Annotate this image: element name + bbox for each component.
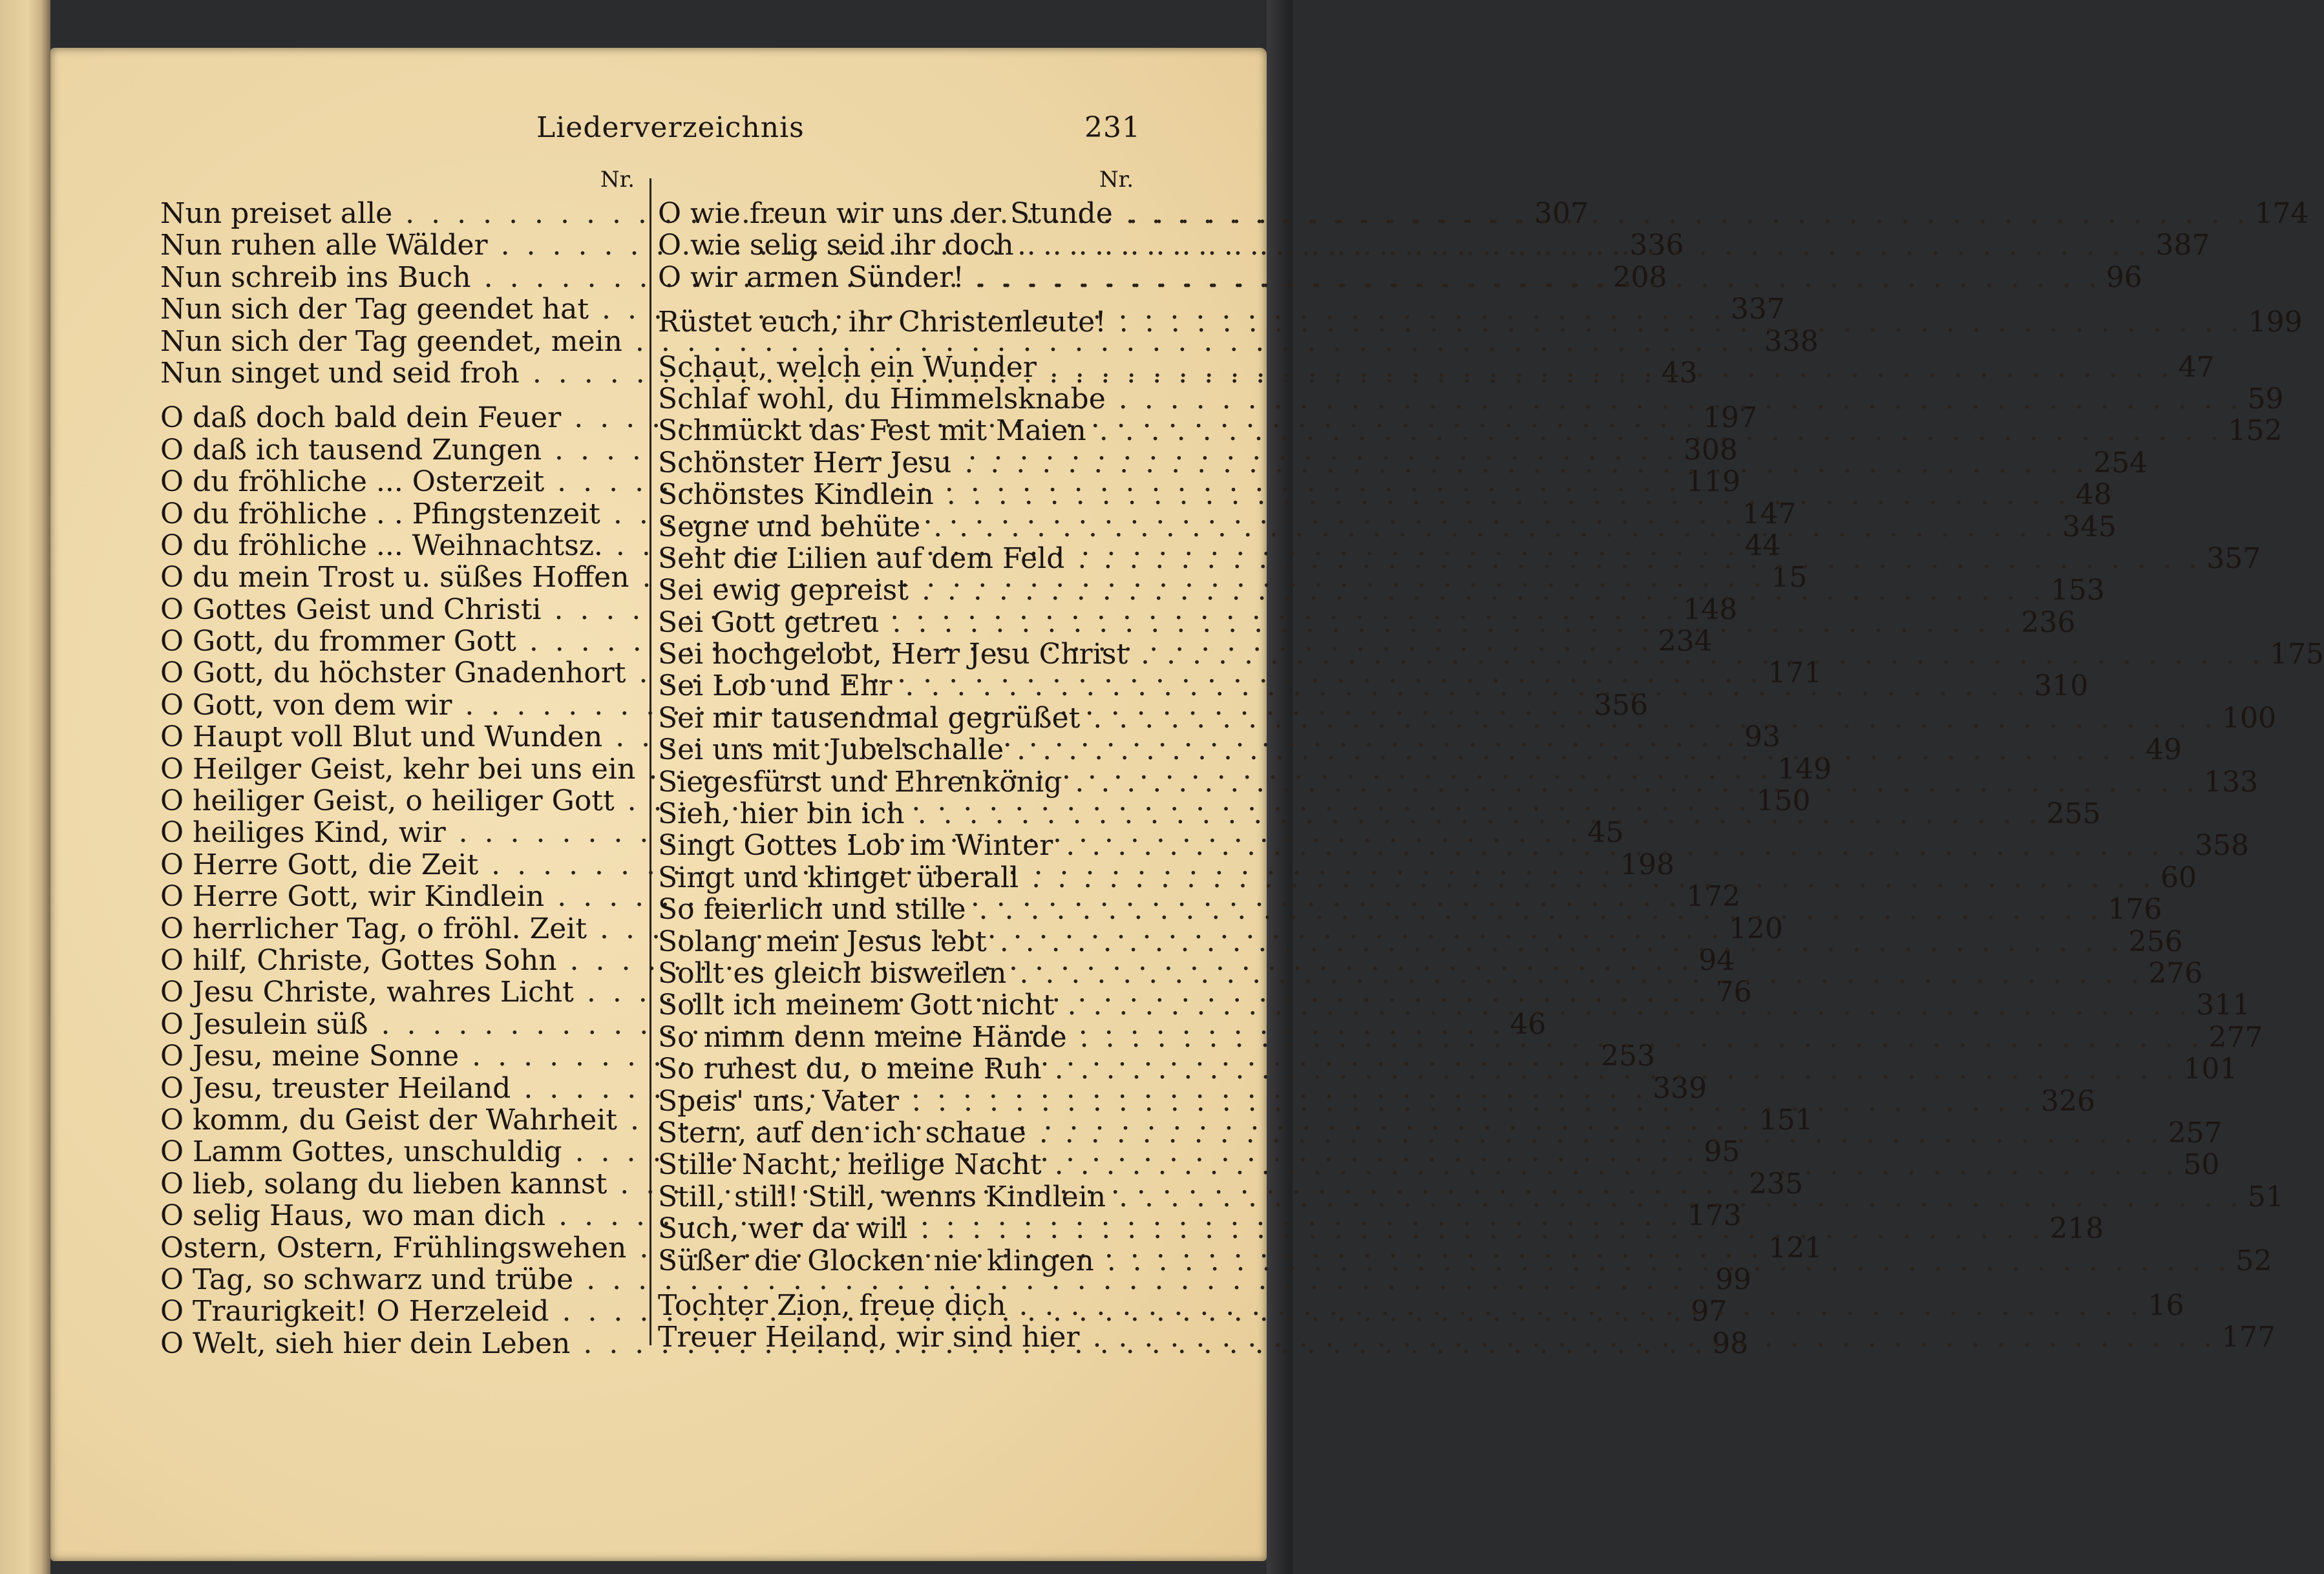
song-title: Sei mir tausendmal gegrüßet . . . (658, 702, 2217, 734)
song-title: O Tag, so schwarz und trübe . . . (160, 1264, 1710, 1296)
song-number: 356 (1594, 688, 1649, 722)
song-number: 51 (2247, 1180, 2284, 1213)
song-number: 198 (1620, 848, 1674, 881)
song-number: 119 (1685, 465, 1740, 499)
song-number: 345 (2062, 510, 2117, 543)
song-title: O Jesulein süß . . . (160, 1009, 1505, 1040)
song-title: Sei hochgelobt, Herr Jesu Christ . . . (658, 638, 2265, 670)
song-title: O wie selig seid ihr doch . . . (658, 229, 2150, 261)
song-title: O Welt, sieh hier dein Leben . . . (160, 1328, 1707, 1359)
song-number: 50 (2183, 1148, 2220, 1182)
song-title: Nun preiset alle . . . (160, 198, 1529, 229)
song-title: O Gott, von dem wir . . . (160, 689, 1589, 721)
book-binding-left (0, 0, 50, 1574)
song-number: 15 (1771, 561, 1808, 594)
song-number: 52 (2235, 1244, 2272, 1277)
song-entry (658, 382, 2284, 415)
group-spacer (658, 293, 1137, 306)
song-number: 175 (2269, 638, 2324, 671)
song-number: 199 (2248, 306, 2303, 339)
song-title: O Haupt voll Blut und Wunden . . . (160, 721, 1739, 753)
song-entry (160, 324, 1819, 358)
song-title: Schönstes Kindlein . . . (658, 479, 2071, 510)
song-number: 337 (1730, 293, 1785, 326)
song-number: 101 (2183, 1053, 2238, 1086)
song-title: Sei ewig gepreist . . . (658, 574, 2045, 606)
song-number: 197 (1703, 401, 1758, 435)
song-number: 236 (2021, 605, 2076, 639)
song-title: O du fröhliche . . Pfingstenzeit . . . (160, 498, 1737, 530)
song-number: 307 (1534, 197, 1589, 230)
song-number: 94 (1698, 943, 1735, 977)
song-title: Ostern, Ostern, Frühlingswehen . . . (160, 1232, 1763, 1264)
song-number: 98 (1712, 1327, 1749, 1360)
song-number: 95 (1704, 1135, 1740, 1169)
song-title: O komm, du Geist der Wahrheit . . . (160, 1104, 1754, 1136)
song-title: Tochter Zion, freue dich . . . (658, 1290, 2142, 1321)
song-number: 147 (1742, 497, 1797, 530)
song-title: O du fröhliche ... Osterzeit . . . (160, 466, 1681, 498)
song-number: 96 (2106, 260, 2142, 294)
song-title: O wir armen Sünder! . . . (658, 262, 2101, 293)
song-number: 254 (2093, 446, 2148, 479)
song-number: 59 (2247, 382, 2284, 415)
page-number: 231 (1084, 111, 1141, 144)
song-title: Sei uns mit Jubelschalle . . . (658, 734, 2140, 766)
song-number: 277 (2208, 1020, 2263, 1054)
song-number: 387 (2155, 229, 2210, 262)
song-title: Schaut, welch ein Wunder . . . (658, 352, 2173, 383)
song-title: O wie freun wir uns der Stunde . . . (658, 198, 2250, 229)
group-spacer (160, 389, 639, 402)
song-number: 148 (1683, 593, 1738, 626)
song-number: 100 (2222, 701, 2277, 735)
song-title: O daß doch bald dein Feuer . . . (160, 402, 1698, 434)
song-title: Sei Gott getreu . . . (658, 607, 2016, 638)
song-title: Still, still! Still, wenns Kindlein . . . (658, 1181, 2243, 1213)
song-title: O Traurigkeit! O Herzeleid . . . (160, 1296, 1685, 1327)
song-number: 153 (2050, 574, 2105, 607)
song-title: Singt und klinget überall . . . (658, 862, 2155, 894)
song-number: 308 (1683, 433, 1738, 467)
group-spacer (658, 1277, 1137, 1290)
song-number: 46 (1510, 1007, 1547, 1041)
song-title: O Jesu, treuster Heiland . . . (160, 1073, 1647, 1104)
song-title: Schmückt das Fest mit Maien . . . (658, 415, 2223, 446)
song-title: Sollt ich meinem Gott nicht . . . (658, 989, 2191, 1021)
song-number: 336 (1629, 229, 1684, 262)
song-title: O herrlicher Tag, o fröhl. Zeit . . . (160, 913, 1724, 945)
song-number: 311 (2196, 989, 2251, 1022)
song-title: Singt Gottes Lob im Winter . . . (658, 830, 2190, 861)
song-title: Nun sich der Tag geendet, mein . . . (160, 326, 1759, 357)
song-number: 171 (1768, 656, 1822, 690)
song-number: 16 (2148, 1288, 2184, 1322)
song-number: 45 (1587, 816, 1624, 850)
song-number: 255 (2046, 797, 2101, 831)
song-number: 97 (1691, 1295, 1727, 1328)
song-title: Siegesfürst und Ehrenkönig . . . (658, 766, 2199, 798)
song-number: 133 (2204, 765, 2259, 799)
song-number: 152 (2228, 414, 2283, 448)
song-number: 176 (2107, 893, 2162, 927)
song-number: 234 (1658, 625, 1713, 658)
song-entry (160, 1263, 1751, 1296)
song-title: O du fröhliche ... Weihnachtsz. . . . (160, 530, 1740, 561)
song-title: Speis' uns, Vater . . . (658, 1086, 2036, 1117)
song-title: Nun ruhen alle Wälder . . . (160, 229, 1624, 261)
song-number: 60 (2160, 861, 2197, 894)
song-number: 357 (2206, 541, 2261, 575)
song-title: Sollt es gleich bisweilen . . . (658, 958, 2143, 989)
song-number: 76 (1715, 976, 1752, 1009)
song-title: O daß ich tausend Zungen . . . (160, 434, 1678, 466)
song-title: So feierlich und stille . . . (658, 894, 2102, 925)
song-title: So nimm denn meine Hände . . . (658, 1022, 2203, 1053)
song-title: O Jesu Christe, wahres Licht . . . (160, 976, 1711, 1008)
song-title: Süßer die Glocken nie klingen . . . (658, 1245, 2231, 1277)
song-number: 150 (1756, 784, 1811, 818)
group-spacer (658, 339, 1137, 352)
song-title: O Heilger Geist, kehr bei uns ein . . . (160, 753, 1772, 785)
song-title: Sei Lob und Ehr . . . (658, 670, 2029, 702)
song-title: Such, wer da will . . . (658, 1213, 2044, 1244)
number-column-header: Nr. (1099, 167, 1134, 193)
song-title: O Jesu, meine Sonne . . . (160, 1040, 1596, 1072)
song-title: Schönster Herr Jesu . . . (658, 447, 2088, 479)
page-header (0, 111, 1293, 150)
number-column-header: Nr. (600, 167, 635, 193)
song-title: Segne und behüte . . . (658, 511, 2057, 543)
song-title: Solang mein Jesus lebt . . . (658, 926, 2124, 958)
song-title: O du mein Trost u. süßes Hoffen . . . (160, 561, 1766, 593)
song-title: O Gott, du höchster Gnadenhort . . . (160, 657, 1762, 689)
song-title: Treuer Heiland, wir sind hier . . . (658, 1321, 2216, 1353)
song-title: O Herre Gott, die Zeit . . . (160, 849, 1615, 881)
song-title: So ruhest du, o meine Ruh . . . (658, 1053, 2178, 1085)
song-number: 48 (2075, 478, 2112, 512)
song-number: 151 (1759, 1103, 1813, 1137)
song-number: 310 (2034, 669, 2089, 703)
song-number: 149 (1777, 752, 1832, 786)
song-number: 358 (2195, 829, 2250, 863)
song-title: Schlaf wohl, du Himmelsknabe . . . (658, 383, 2243, 415)
song-title: O selig Haus, wo man dich . . . (160, 1200, 1682, 1232)
song-title: O Gott, du frommer Gott . . . (160, 625, 1653, 657)
song-title: O hilf, Christe, Gottes Sohn . . . (160, 945, 1693, 976)
song-title: Stille Nacht, heilige Nacht . . . (658, 1149, 2178, 1180)
song-number: 177 (2221, 1321, 2276, 1354)
song-number: 172 (1686, 880, 1741, 914)
song-title: Rüstet euch, ihr Christenleute! . . . (658, 306, 2243, 338)
song-number: 173 (1687, 1199, 1742, 1233)
song-title: Seht die Lilien auf dem Feld . . . (658, 543, 2201, 574)
song-number: 93 (1744, 720, 1781, 754)
song-title: O lieb, solang du lieben kannst . . . (160, 1168, 1744, 1200)
song-number: 235 (1749, 1167, 1804, 1201)
song-number: 253 (1600, 1040, 1655, 1073)
song-number: 174 (2254, 197, 2309, 230)
page-title: Liederverzeichnis (536, 111, 805, 144)
song-number: 257 (2168, 1116, 2223, 1149)
song-title: O Herre Gott, wir Kindlein . . . (160, 881, 1681, 912)
song-entry (658, 574, 2105, 607)
song-title: Nun sich der Tag geendet hat . . . (160, 293, 1726, 325)
song-number: 276 (2148, 956, 2203, 990)
song-number: 99 (1715, 1263, 1751, 1296)
song-number: 339 (1653, 1071, 1707, 1105)
song-title: O Lamm Gottes, unschuldig . . . (160, 1136, 1698, 1168)
song-number: 47 (2178, 350, 2215, 384)
song-number: 121 (1768, 1231, 1823, 1264)
song-title: O heiliger Geist, o heiliger Gott . . . (160, 785, 1751, 817)
song-title: Nun singet und seid froh . . . (160, 357, 1656, 389)
song-number: 218 (2049, 1212, 2104, 1246)
song-title: Nun schreib ins Buch . . . (160, 262, 1607, 293)
song-title: Stern, auf den ich schaue . . . (658, 1117, 2163, 1149)
song-number: 43 (1661, 356, 1698, 390)
song-number: 44 (1744, 529, 1781, 562)
song-title: O Gottes Geist und Christi . . . (160, 594, 1678, 625)
song-number: 338 (1764, 324, 1819, 358)
song-number: 120 (1728, 912, 1783, 945)
song-number: 256 (2128, 925, 2183, 958)
song-title: O heiliges Kind, wir . . . (160, 817, 1582, 848)
song-number: 208 (1612, 260, 1667, 294)
song-number: 326 (2040, 1084, 2095, 1118)
song-title: Sieh, hier bin ich . . . (658, 798, 2041, 830)
song-number: 49 (2145, 733, 2182, 767)
